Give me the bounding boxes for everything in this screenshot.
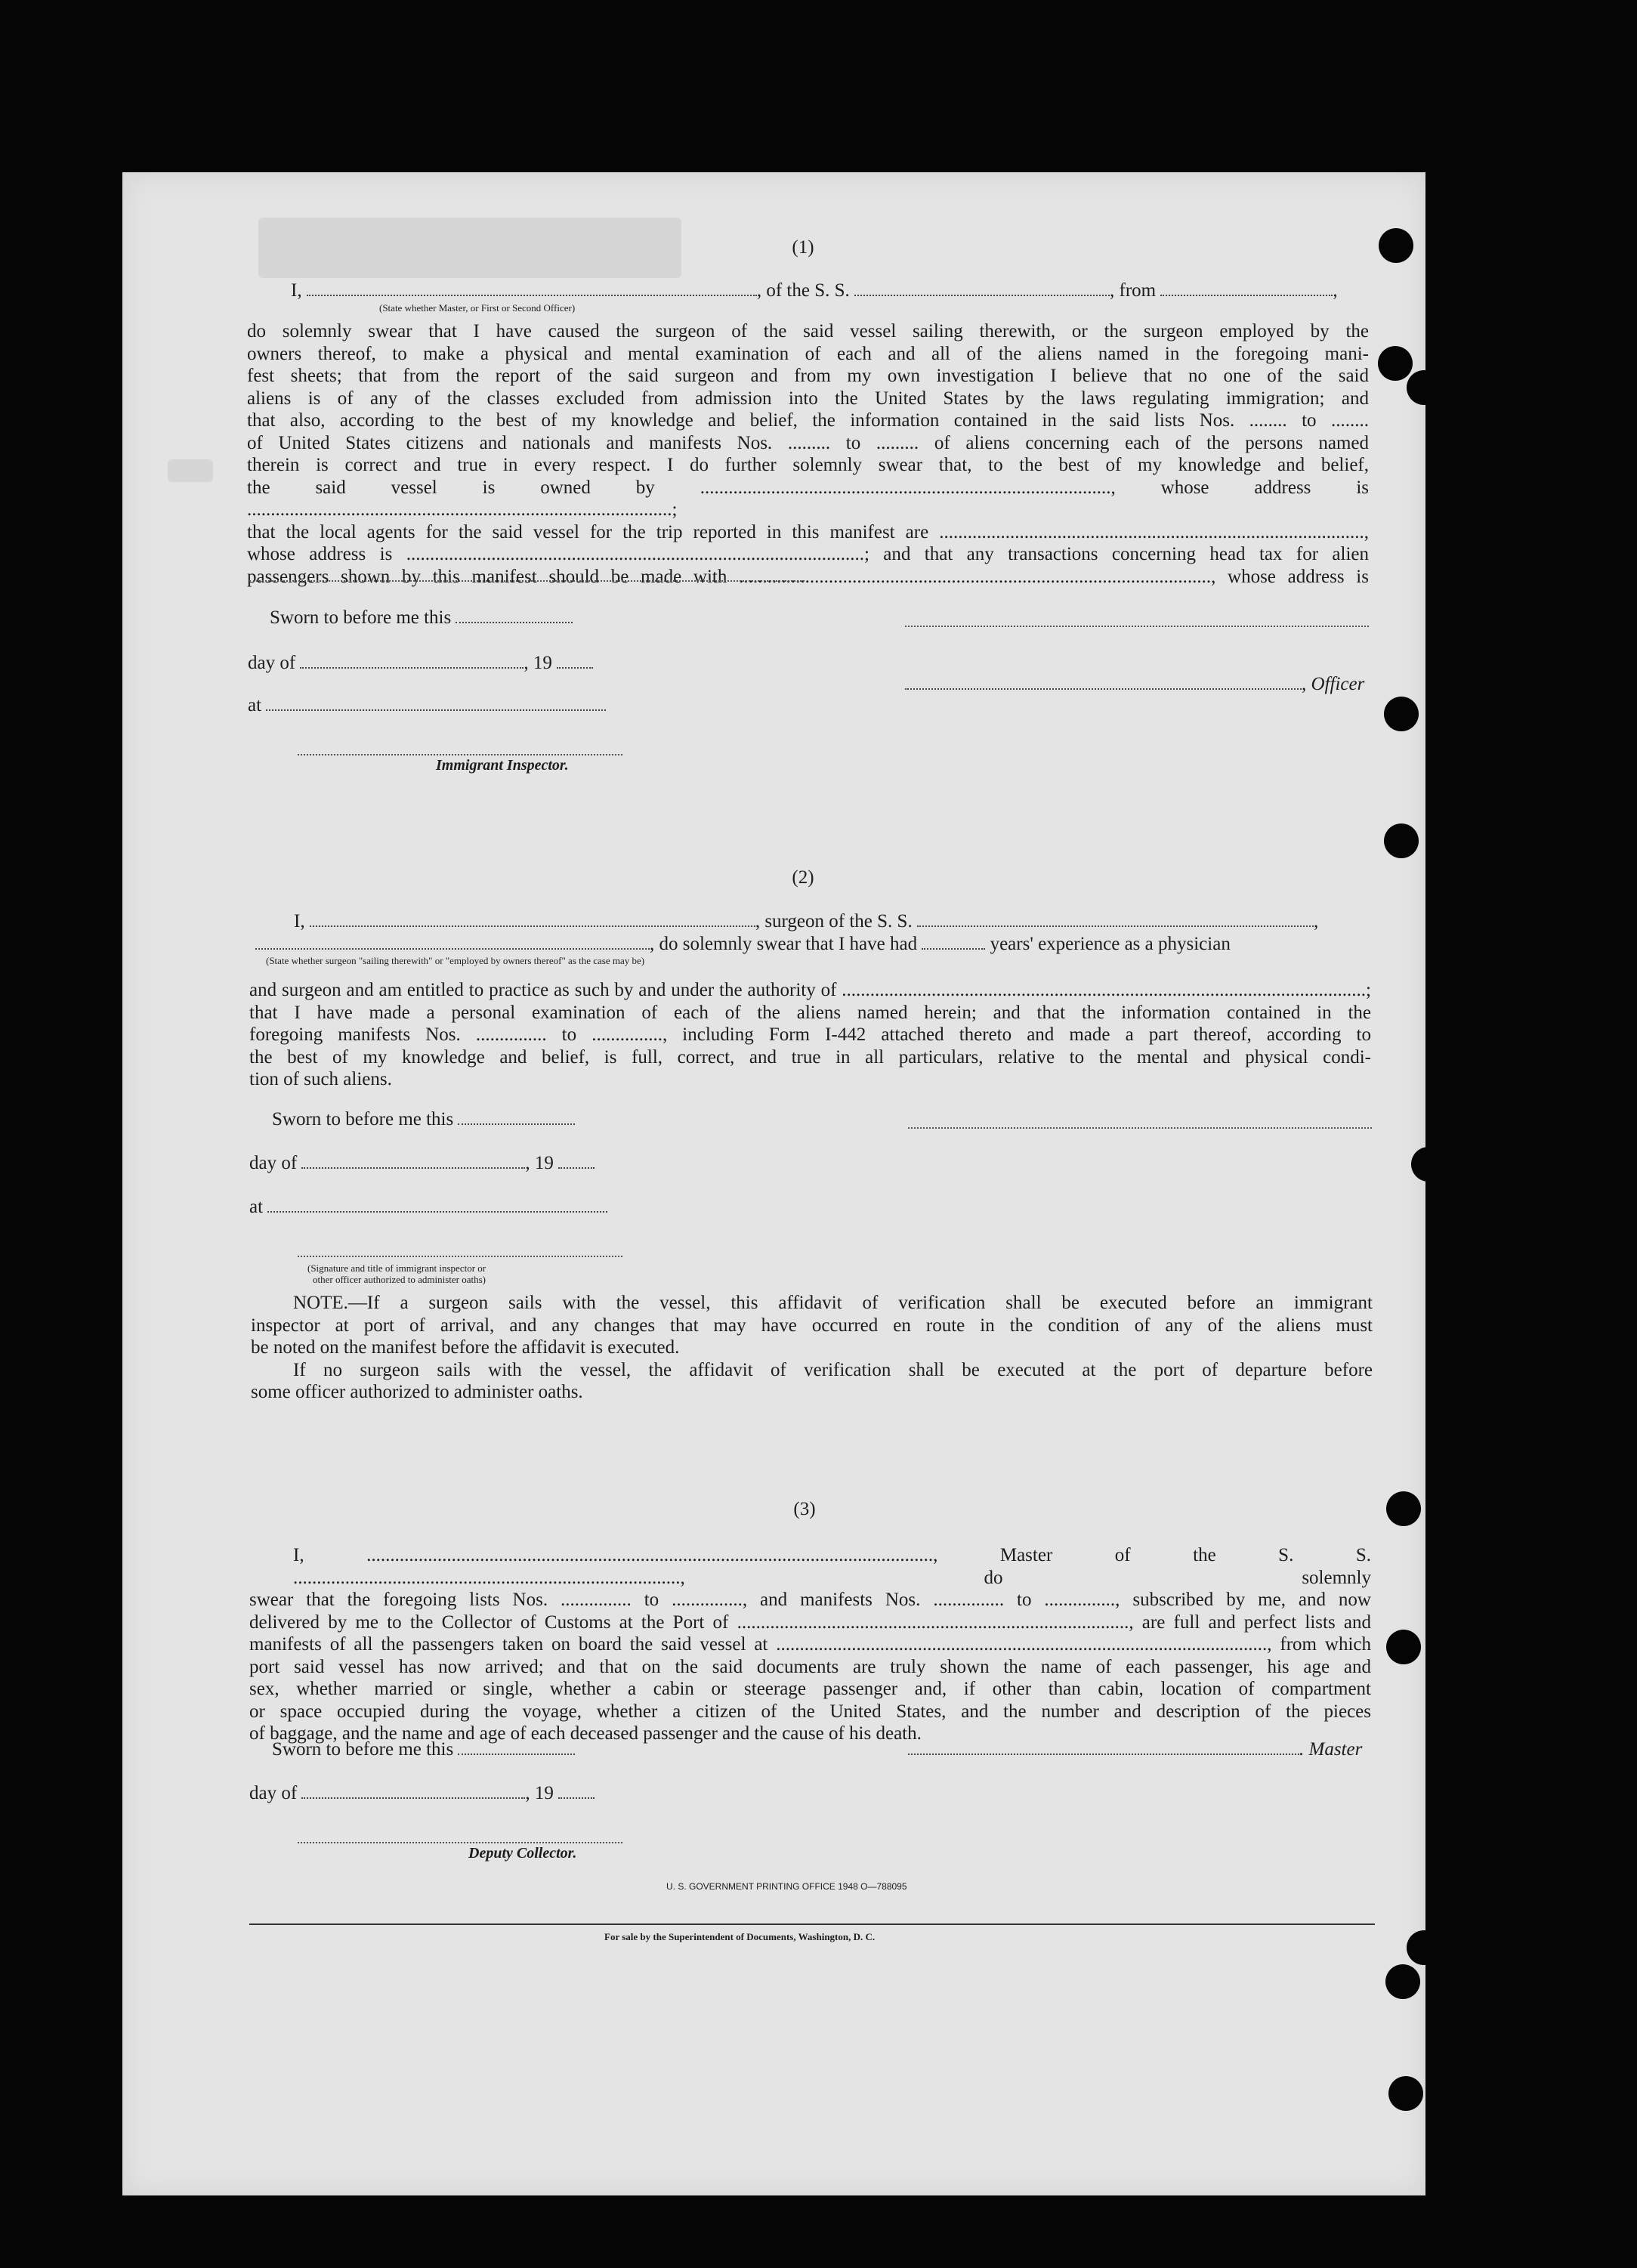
master-signature-field[interactable]	[908, 1740, 1299, 1755]
surgeon-vessel-field[interactable]	[917, 912, 1314, 927]
section-1-paragraph: do solemnly swear that I have caused the surgeon of the said vessel sailing therewith, or the surgeon employed by the owners thereof, to make a physical and mental examination of each and all of the aliens named in the foregoing mani- fest sheets; that from the report of the said surgeon and from my own investigation I believe that no one of the said aliens is of any of the classes excluded from admission into the United States by the laws regulating immigration; and that also, according to the best of my knowledge and belief, the information contained in the said lists Nos. ........ to ........ of United States citizens and nationals and manifests Nos. ......... to ......... of aliens concerning each of the persons named therein is correct and true in every respect. I do further solemnly swear that, to the best of my knowledge and belief, the said vessel is owned by ......................................................................................., whose address is ..........................................................................................; that the local agents for the said vessel for the trip reported in this manifest are .........................................................................................., whose address is .................................................................................................; and that any transactions concerning head tax for alien passengers shown by this manifest should be made with ...................................................................................................., whose address is	[247, 321, 1369, 587]
at-row-1: at	[248, 695, 606, 716]
inspector-signature-line	[298, 754, 622, 755]
surgeon-status-caption: (State whether surgeon "sailing therewith" or "employed by owners thereof" as the case may be)	[266, 955, 645, 966]
section-2-paragraph: and surgeon and am entitled to practice as such by and under the authority of ...............................................................................................................; that I have made a personal examination of each of the aliens named herein; and that the information contained in the foregoing manifests Nos. ............... to ..............., including Form I-442 attached thereto and made a part thereof, according to the best of my knowledge and belief, is full, correct, and true in all particulars, relative to the mental and physical condi- tion of such aliens.	[249, 980, 1371, 1089]
section-3-number: (3)	[793, 1499, 816, 1519]
day-of-field-3[interactable]	[301, 1784, 525, 1799]
master-signature-row: . Master	[908, 1739, 1362, 1760]
signature-caption-1: (Signature and title of immigrant inspector or	[307, 1262, 486, 1274]
signature-caption-2: other officer authorized to administer oaths)	[313, 1274, 486, 1285]
deputy-collector-label: Deputy Collector.	[468, 1845, 577, 1862]
from-port-field[interactable]	[1160, 281, 1333, 296]
section-2-line-1: I, , surgeon of the S. S. ,	[294, 911, 1319, 932]
punch-hole	[1384, 823, 1419, 858]
at-row-2: at	[249, 1197, 607, 1218]
day-of-field[interactable]	[300, 654, 524, 669]
punch-hole	[1384, 697, 1419, 731]
sworn-date-field[interactable]	[456, 608, 573, 623]
bleed-through	[168, 459, 213, 482]
surgeon-status-field[interactable]	[255, 935, 650, 950]
surgeon-name-field[interactable]	[310, 912, 755, 927]
section-1-number: (1)	[792, 237, 814, 258]
sworn-date-row-3: Sworn to before me this	[272, 1739, 575, 1760]
immigrant-inspector-label: Immigrant Inspector.	[436, 757, 569, 774]
signature-line	[905, 626, 1369, 627]
punch-hole	[1388, 2076, 1423, 2111]
punch-hole	[1386, 1630, 1421, 1664]
signer-title-field[interactable]	[307, 281, 757, 296]
sworn-date-field-3[interactable]	[458, 1740, 575, 1755]
bleed-through	[258, 218, 681, 278]
day-of-field-2[interactable]	[301, 1154, 525, 1169]
sworn-date-row-2: Sworn to before me this	[272, 1109, 575, 1130]
officer-row: , Officer	[905, 674, 1364, 695]
punch-hole	[1407, 370, 1441, 405]
officer-signature-field[interactable]	[905, 675, 1302, 690]
section-1-line-1: I, , of the S. S. , from ,	[291, 280, 1338, 301]
punch-hole	[1385, 1964, 1420, 1999]
punch-hole	[1379, 228, 1413, 263]
day-of-row-2: day of , 19	[249, 1153, 595, 1174]
section-2-number: (2)	[792, 867, 814, 888]
day-of-row-1: day of , 19	[248, 653, 593, 674]
footer-rule	[249, 1923, 1375, 1925]
punch-hole	[1386, 1491, 1421, 1526]
punch-hole	[1411, 1147, 1446, 1182]
address-continuation-line	[249, 580, 805, 582]
at-place-field[interactable]	[266, 696, 606, 711]
section-2-line-2: , do solemnly swear that I have had years' experience as a physician	[255, 934, 1231, 955]
for-sale-notice: For sale by the Superintendent of Documents, Washington, D. C.	[604, 1931, 876, 1942]
day-of-row-3: day of , 19	[249, 1783, 595, 1804]
officer-signature-line	[298, 1256, 622, 1257]
sworn-date-field-2[interactable]	[458, 1110, 575, 1125]
note-paragraph: NOTE.—If a surgeon sails with the vessel, this affidavit of verification shall be executed before an immigrant inspector at port of arrival, and any changes that may have occurred en route in the condition of any of the aliens must be noted on the manifest before the affidavit is executed. If no surgeon sails with the vessel, the affidavit of verification shall be executed at the port of departure before some officer authorized to administer oaths.	[251, 1293, 1373, 1402]
section-1-title-caption: (State whether Master, or First or Second Officer)	[379, 302, 576, 314]
collector-signature-line	[298, 1842, 622, 1843]
form-sheet	[122, 172, 1425, 2195]
gpo-imprint: U. S. GOVERNMENT PRINTING OFFICE 1948 O—788095	[666, 1881, 907, 1892]
vessel-name-field[interactable]	[854, 281, 1110, 296]
section-3-paragraph: I, ........................................................................................................................, Master of the S. S. .................................................................................., do solemnly swear that the foregoing lists Nos. ............... to ..............., and manifests Nos. ............... to ..............., subscribed by me, and now delivered by me to the Collector of Customs at the Port of ..................................................................................., are full and perfect lists and manifests of all the passengers taken on board the said vessel at ........................................................................................................, from which port said vessel has now arrived; and that on the said documents are truly shown the name of each passenger, his age and sex, whether married or single, whether a cabin or steerage passenger and, if other than cabin, location of compartment or space occupied during the voyage, whether a citizen of the United States, and the number and description of the pieces of baggage, and the name and age of each deceased passenger and the cause of his death.	[249, 1545, 1371, 1744]
year-field[interactable]	[557, 654, 593, 669]
punch-hole	[1407, 1930, 1441, 1965]
sworn-date-row-1: Sworn to before me this	[270, 607, 573, 629]
at-place-field-2[interactable]	[267, 1197, 607, 1213]
years-experience-field[interactable]	[922, 935, 985, 950]
year-field-2[interactable]	[558, 1154, 595, 1169]
year-field-3[interactable]	[558, 1784, 595, 1799]
surgeon-signature-line	[908, 1127, 1372, 1129]
punch-hole	[1378, 346, 1413, 381]
